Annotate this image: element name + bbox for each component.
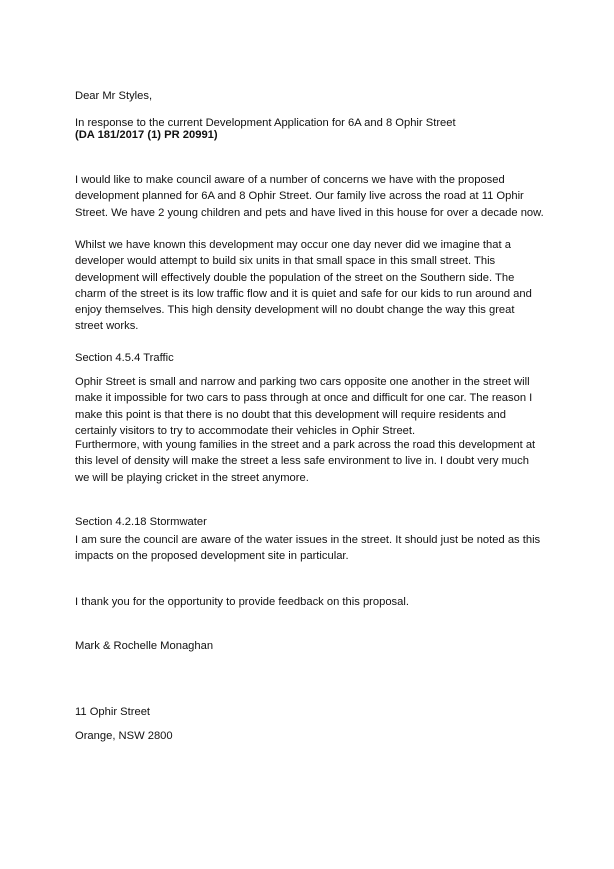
stormwater-paragraph: I am sure the council are aware of the water issues in the street. It should just be noted as this impacts on the proposed development site in particular. [75, 534, 541, 563]
section-heading-traffic: Section 4.5.4 Traffic [75, 352, 174, 364]
concern-paragraph: Whilst we have known this development may occur one day never did we imagine that a developer would attempt to build six units in that small space in this small street. This development will effectively double the population of the street on the Southern side. The charm of the street is its low traffic flow and it is quiet and safe for our kids to run around and enjoy themselves. This high density development will no doubt change the way this great street works. [75, 239, 532, 333]
intro-paragraph: I would like to make council aware of a number of concerns we have with the proposed development planned for 6A and 8 Ophir Street. Our family live across the road at 11 Ophir Street. We have 2 young children and pets and have lived in this house for over a decade now. [75, 174, 544, 219]
subject-line: In response to the current Development Application for 6A and 8 Ophir Street [75, 117, 456, 129]
section-heading-stormwater: Section 4.2.18 Stormwater [75, 516, 207, 528]
address-line-1: 11 Ophir Street [75, 706, 151, 718]
address-line-2: Orange, NSW 2800 [75, 730, 173, 742]
salutation: Dear Mr Styles, [75, 90, 153, 102]
closing-line: I thank you for the opportunity to provide feedback on this proposal. [75, 596, 409, 608]
application-reference: (DA 181/2017 (1) PR 20991) [75, 129, 218, 141]
traffic-paragraph-1: Ophir Street is small and narrow and parking two cars opposite one another in the street will make it impossible for two cars to pass through at once and difficult for one car. The reason I make this point is that there is no doubt that this development will require residents and certainly visitors to try to accommodate their vehicles in Ophir Street. [75, 376, 533, 437]
traffic-paragraph-2: Furthermore, with young families in the street and a park across the road this development at this level of density will make the street a less safe environment to live in. I doubt very much we will be playing cricket in the street anymore. [75, 439, 536, 484]
signature: Mark & Rochelle Monaghan [75, 640, 214, 652]
